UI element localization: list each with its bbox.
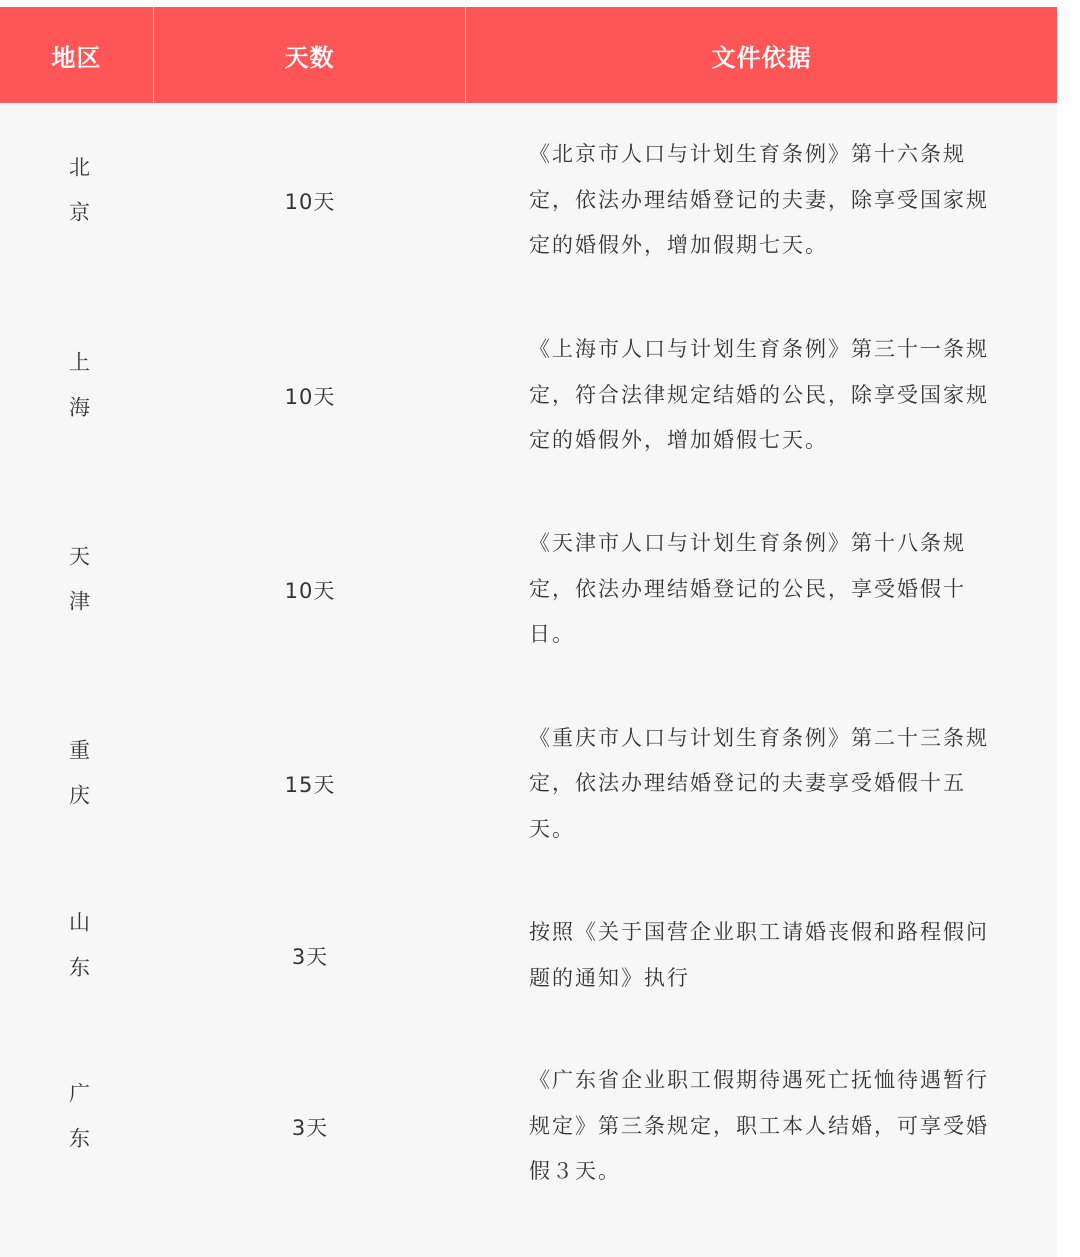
header-region: 地区: [0, 7, 154, 103]
region-label: 广东: [66, 1081, 91, 1172]
header-doc: 文件依据: [711, 43, 812, 72]
doc-text: 《广东省企业职工假期待遇死亡抚恤待遇暂行规定》第三条规定，职工本人结婚，可享受婚假３天。: [529, 1068, 989, 1184]
doc-text: 按照《关于国营企业职工请婚丧假和路程假问题的通知》执行: [529, 920, 989, 990]
doc-cell: [466, 686, 1057, 882]
region-cell: [0, 298, 154, 493]
days-cell: 15天: [284, 773, 336, 797]
region-cell: [0, 686, 154, 882]
doc-text: 《天津市人口与计划生育条例》第十八条规定，依法办理结婚登记的公民，享受婚假十日。: [529, 531, 966, 647]
table-row: [0, 1029, 1057, 1224]
days-cell: 3天: [291, 1115, 329, 1140]
days-cell: 10天: [284, 384, 336, 409]
region-label: 天津: [66, 544, 91, 635]
doc-cell: [466, 103, 1057, 298]
region-cell: [0, 882, 154, 1029]
table-row: [0, 298, 1057, 493]
doc-text: 《重庆市人口与计划生育条例》第二十三条规定，依法办理结婚登记的夫妻享受婚假十五天。: [529, 725, 989, 841]
doc-cell: [466, 1029, 1057, 1224]
marriage-leave-table: [0, 7, 1057, 1257]
doc-text: 《上海市人口与计划生育条例》第三十一条规定，符合法律规定结婚的公民，除享受国家规定的婚假外，增加婚假七天。: [529, 337, 989, 453]
region-label: 北京: [66, 155, 91, 246]
table-row: [0, 882, 1057, 1029]
doc-cell: [466, 882, 1057, 1029]
region-label: 上海: [66, 350, 91, 441]
table-row: [0, 493, 1057, 686]
days-cell: 10天: [284, 189, 336, 214]
table-row: [0, 103, 1057, 298]
table-body: [0, 103, 1057, 1224]
days-cell: 10天: [284, 578, 336, 603]
header-days: 天数: [154, 7, 466, 103]
table-row: [0, 686, 1057, 882]
doc-text: 《北京市人口与计划生育条例》第十六条规定，依法办理结婚登记的夫妻，除享受国家规定的婚假外，增加假期七天。: [529, 142, 989, 258]
region-cell: [0, 103, 154, 298]
doc-cell: [466, 493, 1057, 686]
region-cell: [0, 493, 154, 686]
doc-cell: [466, 298, 1057, 493]
table-header: [0, 7, 1057, 103]
region-label: 山东: [66, 910, 91, 1001]
region-cell: [0, 1029, 154, 1224]
days-cell: 3天: [291, 944, 329, 969]
region-label: 重庆: [66, 739, 91, 829]
